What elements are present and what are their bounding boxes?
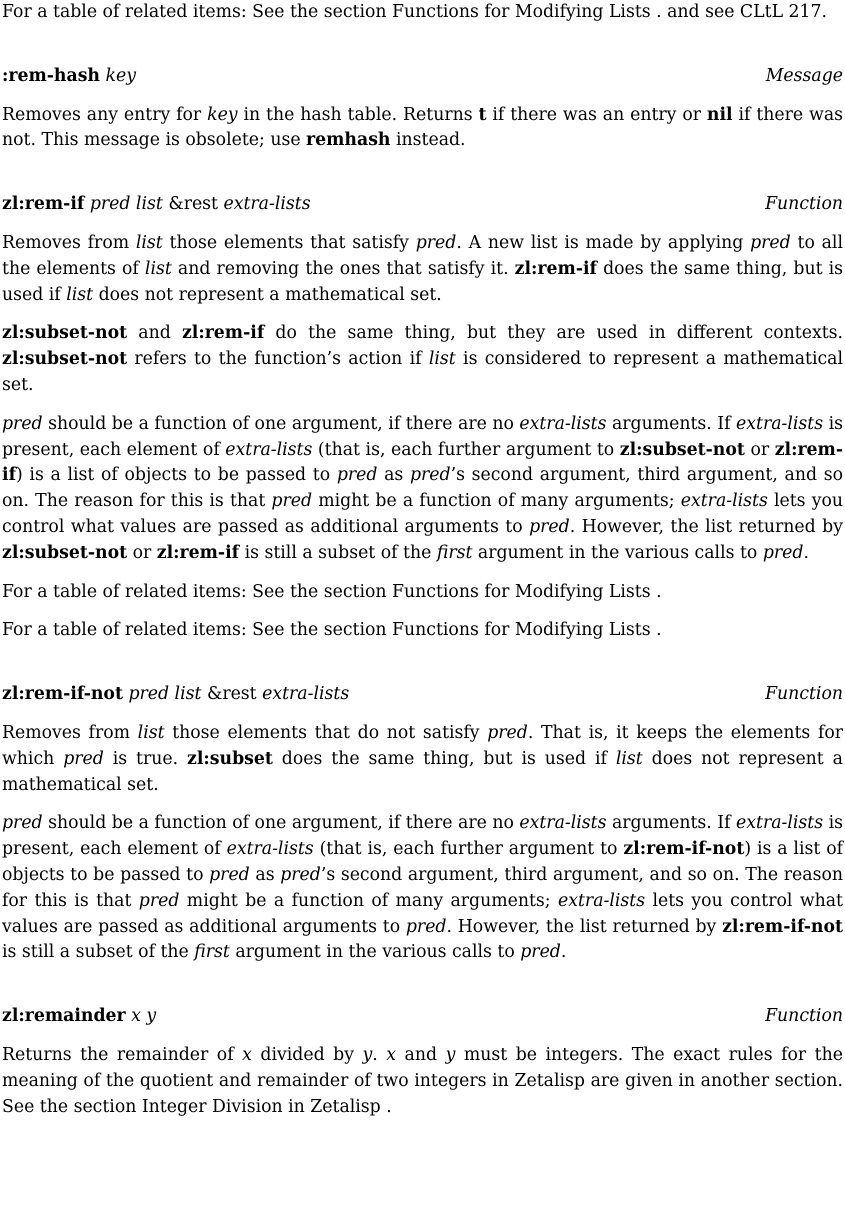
entry-description: Returns the remainder of x divided by y. x and y must be integers. The exact rules for the meaning of the quotient and remainder of two integers in Zetalisp are given in another section. See the section Integer Division in Zetalisp . [2,1044,843,1117]
entry-header [2,1004,843,1030]
related-items-paragraph: For a table of related items: See the section Functions for Modifying Lists . and see CLtL 217. [2,2,828,22]
entry-signature: zl:rem-if-not pred list &rest extra-lists [2,684,350,705]
entry-kind: Function [765,194,843,215]
entry-kind: Function [765,684,843,705]
entry-paragraph: pred should be a function of one argument, if there are no extra-lists arguments. If extra-lists is present, each element of extra-lists (that is, each further argument to zl:subset-not or zl:rem-if) is a list of objects to be passed to pred as pred’s second argument, third argument, and so on. The reason for this is that pred might be a function of many arguments; extra-lists lets you control what values are passed as additional arguments to pred. However, the list returned by zl:subset-not or zl:rem-if is still a subset of the first argument in the various calls to pred. [2,413,844,563]
entry-header [2,192,843,218]
entry-signature: :rem-hash key [2,65,136,86]
entry-rem-hash [2,64,843,154]
entry-header [2,682,843,708]
entry-zl-rem-if-not [2,682,843,966]
entry-description: Removes from list those elements that do not satisfy pred. That is, it keeps the elements for which pred is true. zl:subset does the same thing, but is used if list does not represent a mathematical set. [2,722,844,795]
related-items-paragraph: For a table of related items: See the section Functions for Modifying Lists . [2,620,662,641]
entry-description: Removes from list those elements that satisfy pred. A new list is made by applying pred to all the elements of list and removing the ones that satisfy it. zl:rem-if does the same thing, but is used if list does not represent a mathematical set. [2,232,844,305]
entry-kind: Function [765,1006,843,1027]
section-link[interactable]: Functions for Modifying Lists [392,2,651,22]
entry-paragraph: zl:subset-not and zl:rem-if do the same thing, but they are used in different contexts. zl:subset-not refers to the function’s action if list is considered to represent a mathematical set. [2,323,844,395]
entry-paragraph: pred should be a function of one argument, if there are no extra-lists arguments. If extra-lists is present, each element of extra-lists (that is, each further argument to zl:rem-if-not) is a list of objects to be passed to pred as pred’s second argument, third argument, and so on. The reason for this is that pred might be a function of many arguments; extra-lists lets you control what values are passed as additional arguments to pred. However, the list returned by zl:rem-if-not is still a subset of the first argument in the various calls to pred. [2,813,844,963]
entry-signature: zl:rem-if pred list &rest extra-lists [2,194,311,215]
entry-kind: Message [765,65,843,86]
entry-header [2,64,843,90]
entry-signature: zl:remainder x y [2,1006,157,1027]
entry-description: Removes any entry for key in the hash table. Returns t if there was an entry or nil if there was not. This message is obsolete; use remhash instead. [2,104,843,151]
related-items-paragraph: For a table of related items: See the section Functions for Modifying Lists . [2,581,662,602]
entry-zl-rem-if [2,192,843,644]
entry-zl-remainder [2,1004,843,1120]
